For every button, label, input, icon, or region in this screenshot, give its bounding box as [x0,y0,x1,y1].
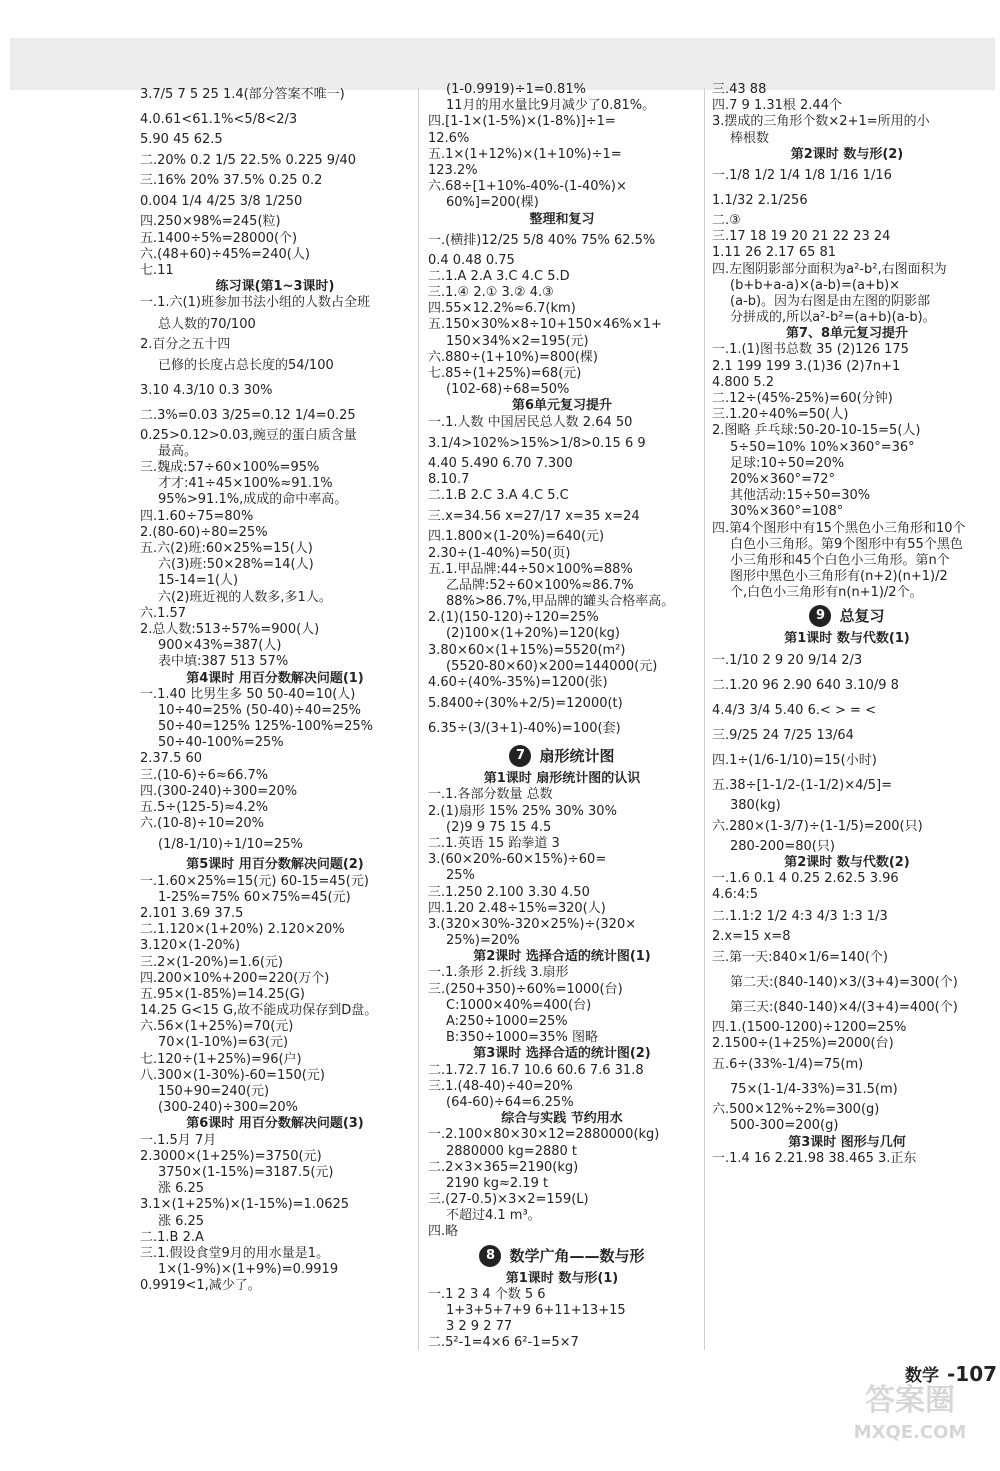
answer-column-left [140,82,410,1294]
unit-heading [428,741,696,771]
answer-line: 2.(1)扇形 15% 25% 30% 30% [428,803,617,819]
answer-line: 六.(10-8)÷10=20% [140,816,265,832]
answer-line: 25% [446,868,475,884]
answer-line: 一.1.5月 7月 [140,1132,217,1148]
answer-line: 四.左图阴影部分面积为a²-b²,右图面积为 [712,261,947,277]
answer-line: 三.1.(48-40)÷40=20% [428,1078,573,1094]
answer-line: 个,白色小三角形有n(n+1)/2个。 [730,585,923,601]
answer-line: 2.30÷(1-40%)=50(页) [428,545,571,561]
answer-line: 2.百分之五十四 [140,336,231,352]
answer-line: 一.1/10 2 9 20 9/14 2/3 [712,652,863,668]
answer-line: 四.略 [428,1224,459,1240]
answer-line: (1/8-1/10)÷1/10=25% [158,837,303,853]
answer-line: 150+90=240(元) [158,1084,270,1099]
answer-line: (300-240)÷300=20% [158,1100,298,1116]
answer-line: 二.③ [712,212,741,228]
answer-line: 4.40 5.490 6.70 7.300 [428,455,573,471]
answer-line: 5÷50=10% 10%×360°=36° [730,439,915,455]
answer-line: 2.1 199 199 3.(1)36 (2)7n+1 [712,358,901,374]
answer-line: 95%>91.1%,成成的命中率高。 [158,492,348,508]
answer-line: 500-300=200(g) [730,1118,839,1134]
answer-line: 0.004 1/4 4/25 3/8 1/250 [140,194,303,210]
section-heading: 第3课时 图形与几何 [788,1134,906,1150]
answer-line: 三.1.④ 2.① 3.② 4.③ [428,285,554,301]
answer-line: 七.85÷(1+25%)=68(元) [428,366,582,381]
answer-line: 15-14=1(人) [158,573,239,589]
answer-column-right [712,82,982,1167]
answer-line: 六.(48+60)÷45%=240(人) [140,246,310,262]
answer-line: 一.1.60×25%=15(元) 60-15=45(元) [140,873,369,889]
answer-line: 3.(60×20%-60×15%)÷60= [428,852,607,868]
answer-line: 20%×360°=72° [730,471,836,487]
answer-line: 四.200×10%+200=220(万个) [140,970,330,986]
answer-line: 5.90 45 62.5 [140,132,223,147]
answer-line: 七.120÷(1+25%)=96(户) [140,1051,302,1067]
answer-line: 一.1.6 0.1 4 0.25 2.62.5 3.96 [712,871,899,887]
answer-line: 第三天:(840-140)×4/(3+4)=400(个) [730,999,958,1015]
page-number: -107 [947,1362,998,1386]
answer-line: 2.x=15 x=8 [712,928,791,944]
answer-line: 0.4 0.48 0.75 [428,252,515,268]
answer-line: 2190 kg≈2.19 t [446,1175,549,1191]
answer-line: 三.x=34.56 x=27/17 x=35 x=24 [428,509,640,525]
section-heading: 整理和复习 [529,211,595,227]
answer-line: 六(2)班近视的人数多,多1人。 [158,589,332,605]
answer-line: 足球:10÷50=20% [730,455,845,471]
answer-line: 3.120×(1-20%) [140,938,241,954]
answer-line: 五.95×(1-85%)=14.25(G) [140,986,305,1002]
answer-line: 70×(1-10%)=63(元) [158,1035,289,1051]
answer-line: 四.55×12.2%≈6.7(km) [428,301,576,317]
answer-line: 表中填:387 513 57% [158,654,289,670]
answer-line: 一.1.人数 中国居民总人数 2.64 50 [428,414,633,430]
section-heading: 第5课时 用百分数解决问题(2) [186,857,364,873]
answer-line: 2.图略 乒乓球:50-20-10-15=5(人) [712,423,921,439]
answer-line: 五.6÷(33%-1/4)=75(m) [712,1057,864,1073]
answer-line: 二.3%=0.03 3/25=0.12 1/4=0.25 [140,407,356,423]
answer-line: 900×43%=387(人) [158,638,282,654]
answer-line: 八.300×(1-30%)-60=150(元) [140,1067,325,1083]
answer-line: 2.(80-60)÷80=25% [140,524,268,540]
answer-line: 六.500×12%÷2%=300(g) [712,1102,880,1118]
answer-line: A:250÷1000=25% [446,1014,568,1029]
answer-line: 2.1500÷(1+25%)=2000(台) [712,1035,894,1051]
section-heading: 第7、8单元复习提升 [785,326,909,342]
answer-line: 二.12÷(45%-25%)=60(分钟) [712,391,893,406]
column-divider [704,88,705,1350]
answer-line: 三.16% 20% 37.5% 0.25 0.2 [140,173,323,189]
section-heading: 综合与实践 节约用水 [501,1111,623,1127]
answer-line: 4.0.61<61.1%<5/8<2/3 [140,112,298,127]
answer-line: 七.11 [140,262,174,278]
answer-line: 小三角形和45个白色小三角形。第n个 [730,552,950,568]
answer-line: 图形中黑色小三角形有(n+2)(n+1)/2 [730,569,948,585]
answer-line: 50÷40=125% 125%-100%=25% [158,719,373,735]
answer-line: 第二天:(840-140)×3/(3+4)=300(个) [730,974,958,990]
answer-line: 三.1.20÷40%=50(人) [712,407,849,423]
answer-line: 乙品牌:52÷60×100%≈86.7% [446,577,634,593]
section-heading: 第4课时 用百分数解决问题(1) [186,670,364,686]
answer-line: 380(kg) [730,797,781,813]
answer-line: 六(3)班:50×28%=14(人) [158,557,314,573]
answer-line: 一.1.六(1)班参加书法小组的人数占全班 [140,295,370,311]
answer-line: 四.[1-1×(1-5%)×(1-8%)]÷1= [428,114,616,130]
answer-line: 三.1.250 2.100 3.30 4.50 [428,884,590,900]
answer-line: 其他活动:15÷50=30% [730,488,871,504]
answer-line: 4.6:4:5 [712,887,758,903]
answer-line: 2.37.5 60 [140,751,203,767]
answer-line: 五.1×(1+12%)×(1+10%)÷1= [428,146,622,162]
answer-line: 3750×(1-15%)=3187.5(元) [158,1164,334,1180]
footer-subject: 数学 [905,1366,939,1386]
answer-line: 1×(1-9%)×(1+9%)=0.9919 [158,1262,339,1278]
answer-line: 60%]=200(棵) [446,195,539,211]
section-heading: 第2课时 选择合适的统计图(1) [473,949,651,965]
answer-line: 二.1.B 2.A [140,1229,204,1245]
answer-line: 123.2% [428,162,478,178]
answer-line: 五.1.甲品牌:44÷50×100%=88% [428,561,633,577]
answer-line: 四.第4个图形中有15个黑色小三角形和10个 [712,520,966,536]
answer-line: 四.1.(1500-1200)÷1200=25% [712,1019,907,1035]
answer-line: 1+3+5+7+9 6+11+13+15 [446,1303,626,1318]
answer-line: 3.(320×30%-320×25%)÷(320× [428,916,637,932]
answer-line: 四.1.20 2.48÷15%=320(人) [428,900,606,916]
answer-line: 3.10 4.3/10 0.3 30% [140,382,273,398]
answer-line: 三.(250+350)÷60%=1000(台) [428,981,623,997]
answer-line: 三.(10-6)÷6≈66.7% [140,767,269,783]
answer-line: 150×34%×2=195(元) [446,333,589,349]
answer-line: B:350÷1000=35% 图略 [446,1030,599,1046]
answer-line: 六.1.57 [140,605,187,621]
answer-line: 白色小三角形。第9个图形中有55个黑色 [730,536,963,552]
answer-line: 0.25>0.12>0.03,豌豆的蛋白质含量 [140,427,357,443]
answer-line: 一.1 2 3 4 个数 5 6 [428,1286,546,1302]
answer-line: 2880000 kg=2880 t [446,1143,578,1159]
answer-column-middle [428,82,696,1352]
answer-line: 五.1400÷5%=28000(个) [140,230,298,246]
answer-line: 5.8400÷(30%+2/5)=12000(t) [428,696,623,712]
watermark-url: MXQE.COM [853,1422,967,1443]
answer-line: 三.魏成:57÷60×100%=95% [140,460,320,476]
answer-line: 二.1.1:2 1/2 4:3 4/3 1:3 1/3 [712,908,888,924]
answer-line: 五.150×30%×8÷10+150×46%×1+ [428,317,662,333]
answer-line: 涨 6.25 [158,1181,205,1197]
answer-line: 一.1.各部分数量 总数 [428,787,553,803]
answer-line: 一.1.条形 2.折线 3.扇形 [428,965,569,981]
unit-heading [428,1241,696,1271]
section-heading: 第6单元复习提升 [511,398,613,414]
section-heading: 第3课时 选择合适的统计图(2) [473,1046,651,1062]
unit-number-badge: 7 [509,745,531,767]
answer-line: 2.101 3.69 37.5 [140,905,244,921]
answer-line: 14.25 G<15 G,故不能成功保存到D盘。 [140,1003,378,1019]
section-heading: 第1课时 数与代数(1) [784,631,910,647]
answer-line: 已修的长度占总长度的54/100 [158,357,334,373]
answer-line: 1.1/32 2.1/256 [712,192,808,208]
unit-heading [712,601,982,631]
answer-line: 一.1.4 16 2.21.98 38.465 3.正东 [712,1150,917,1166]
answer-line: 六.880÷(1+10%)=800(棵) [428,349,598,365]
answer-line: 1.11 26 2.17 65 81 [712,245,837,261]
answer-line: 三.(27-0.5)×3×2=159(L) [428,1192,589,1208]
answer-line: 二.1.20 96 2.90 640 3.10/9 8 [712,677,899,693]
answer-line: 六.68÷[1+10%-40%-(1-40%)× [428,179,627,195]
answer-line: 30%×360°=108° [730,504,844,520]
answer-line: 4.60÷(40%-35%)=1200(张) [428,675,608,690]
answer-line: 三.17 18 19 20 21 22 23 24 [712,229,891,245]
answer-line: 五.38÷[1-1/2-(1-1/2)×4/5]= [712,777,893,793]
unit-number-badge: 8 [479,1245,501,1267]
answer-line: 50÷40-100%=25% [158,735,284,751]
answer-line: (64-60)÷64=6.25% [446,1094,574,1110]
answer-line: 不超过4.1 m³。 [446,1208,541,1224]
answer-line: (5520-80×60)×200=144000(元) [446,658,658,674]
answer-line: 280-200=80(只) [730,838,835,854]
section-heading: 第2课时 数与代数(2) [784,855,910,870]
answer-line: 8.10.7 [428,471,470,487]
column-divider [418,88,419,1350]
watermark-text: 答案圈 [865,1383,955,1418]
answer-line: 2.总人数:513÷57%=900(人) [140,621,320,637]
answer-line: 二.5²-1=4×6 6²-1=5×7 [428,1335,579,1351]
answer-line: 4.4/3 3/4 5.40 6.< > = < [712,702,876,718]
answer-line: 88%>86.7%,甲品牌的罐头合格率高。 [446,594,675,610]
answer-line: 总人数的70/100 [158,316,256,332]
answer-line: 三.9/25 24 7/25 13/64 [712,727,854,743]
answer-line: 三.第一天:840×1/6=140(个) [712,949,888,965]
section-heading: 练习课(第1~3课时) [215,279,335,295]
section-heading: 第1课时 数与形(1) [505,1270,619,1286]
answer-line: 二.1.120×(1+20%) 2.120×20% [140,922,345,938]
answer-line: 3.1/4>102%>15%>1/8>0.15 6 9 [428,435,646,451]
answer-line: 2.3000×(1+25%)=3750(元) [140,1148,322,1164]
answer-line: 一.1.40 比男生多 50 50-40=10(人) [140,686,356,702]
unit-title: 总复习 [839,607,885,626]
answer-line: 三.1.假设食堂9月的用水量是1。 [140,1245,330,1261]
answer-line: 棒根数 [730,130,770,146]
answer-line: 四.(300-240)÷300=20% [140,783,298,799]
section-heading: 第6课时 用百分数解决问题(3) [186,1116,364,1132]
answer-line: 12.6% [428,130,470,146]
answer-line: 四.1.60÷75=80% [140,508,254,524]
answer-line: 四.7 9 1.31根 2.44个 [712,98,842,114]
unit-number-badge: 9 [809,605,831,627]
answer-line: 四.250×98%=245(粒) [140,214,281,230]
answer-line: 4.800 5.2 [712,374,775,390]
answer-line: 分拼成的,所以a²-b²=(a+b)(a-b)。 [730,310,936,326]
answer-line: 一.2.100×80×30×12=2880000(kg) [428,1127,660,1143]
answer-line: (1-0.9919)÷1=0.81% [446,82,586,97]
answer-line: 2.(1)(150-120)÷120=25% [428,610,599,626]
answer-line: 五.5÷(125-5)≈4.2% [140,800,269,815]
answer-line: 25%)=20% [446,933,520,949]
answer-line: (102-68)÷68=50% [446,382,570,398]
answer-line: 二.1.72.7 16.7 10.6 60.6 7.6 31.8 [428,1062,644,1078]
answer-line: 四.1÷(1/6-1/10)=15(小时) [712,752,877,768]
answer-line: 涨 6.25 [158,1213,205,1229]
answer-line: 最高。 [158,443,198,459]
answer-line: (2)100×(1+20%)=120(kg) [446,626,620,642]
answer-line: 三.2×(1-20%)=1.6(元) [140,954,284,970]
answer-line: 6.35÷(3/(3+1)-40%)=100(套) [428,721,621,737]
answer-line: 3.1×(1+25%)×(1-15%)=1.0625 [140,1197,350,1213]
answer-line: 1-25%=75% 60×75%=45(元) [158,889,351,905]
answer-line: 四.1.800×(1-20%)=640(元) [428,529,605,545]
answer-line: 一.1/8 1/2 1/4 1/8 1/16 1/16 [712,167,892,183]
section-heading: 第1课时 扇形统计图的认识 [483,771,641,787]
answer-line: 二.2×3×365=2190(kg) [428,1159,579,1175]
answer-line: 三.43 88 [712,82,767,97]
answer-line: 二.20% 0.2 1/5 22.5% 0.225 9/40 [140,153,356,169]
answer-line: 75×(1-1/4-33%)=31.5(m) [730,1082,898,1098]
unit-title: 数学广角——数与形 [509,1246,645,1265]
answer-line: 3.摆成的三角形个数×2+1=所用的小 [712,114,930,130]
answer-line: 11月的用水量比9月减少了0.81%。 [446,98,656,114]
answer-line: 0.9919<1,减少了。 [140,1278,261,1294]
answer-line: 二.1.英语 15 跆拳道 3 [428,835,560,851]
answer-line: 3.80×60×(1+15%)=5520(m²) [428,642,626,658]
answer-line: 六.56×(1+25%)=70(元) [140,1019,294,1035]
answer-line: 二.1.A 2.A 3.C 4.C 5.D [428,268,570,284]
answer-line: 一.(横排)12/25 5/8 40% 75% 62.5% [428,232,656,248]
answer-line: C:1000×40%=400(台) [446,997,592,1013]
answer-line: 10÷40=25% (50-40)÷40=25% [158,702,362,718]
unit-title: 扇形统计图 [539,747,615,766]
answer-line: (a-b)。因为右图是由左图的阴影部 [730,293,931,309]
answer-line: 才才:41÷45×100%≈91.1% [158,476,333,492]
answer-line: (b+b+a-a)×(a-b)=(a+b)× [730,277,901,293]
answer-line: (2)9 9 75 15 4.5 [446,819,552,835]
answer-line: 3 2 9 2 77 [446,1319,513,1335]
answer-line: 二.1.B 2.C 3.A 4.C 5.C [428,488,569,504]
answer-line: 3.7/5 7 5 25 1.4(部分答案不唯一) [140,87,345,102]
answer-line: 一.1.(1)图书总数 35 (2)126 175 [712,342,909,358]
watermark-logo [835,1385,985,1455]
answer-line: 六.280×(1-3/7)÷(1-1/5)=200(只) [712,818,923,834]
answer-line: 五.六(2)班:60×25%=15(人) [140,541,313,556]
section-heading: 第2课时 数与形(2) [790,146,904,162]
